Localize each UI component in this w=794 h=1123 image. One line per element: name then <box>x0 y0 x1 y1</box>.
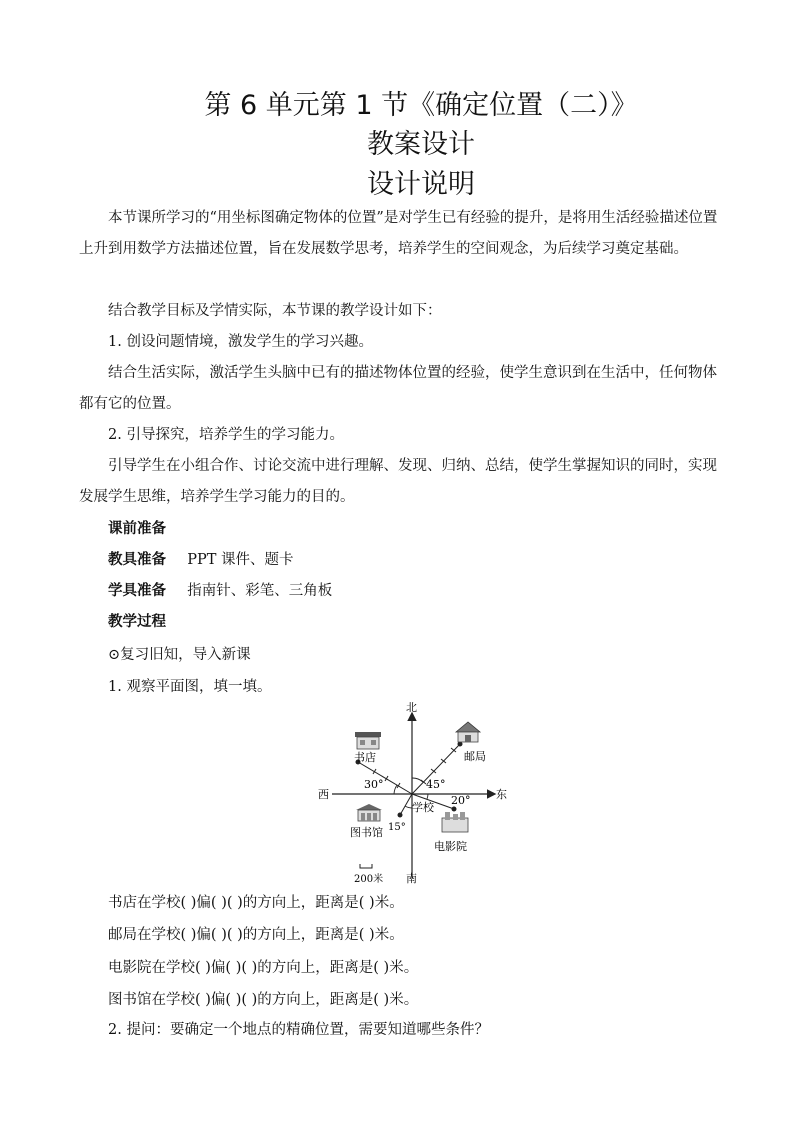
process-heading: 教学过程 <box>108 614 166 630</box>
point-2-heading: 2. 引导探究，培养学生的学习能力。 <box>108 427 344 443</box>
student-prep <box>108 576 718 607</box>
task-1: 1. 观察平面图，填一填。 <box>108 679 272 695</box>
angle-cinema: 20° <box>451 794 471 807</box>
subtitle-design-notes: 设计说明 <box>367 169 475 200</box>
point-1-text: 结合生活实际，激活学生头脑中已有的描述物体位置的经验，使学生意识到在生活中，任何物体都有它的位置。 <box>79 365 717 412</box>
fill-line-cinema: 电影院在学校( )偏( )( )的方向上，距离是( )米。 <box>108 960 419 976</box>
prep-heading: 课前准备 <box>108 521 166 537</box>
teacher-prep-value: PPT 课件、题卡 <box>187 552 294 568</box>
scale-bar <box>360 864 372 868</box>
library-label: 图书馆 <box>350 826 383 839</box>
bookstore-icon <box>355 732 381 749</box>
library-icon <box>356 804 382 821</box>
design-lead: 结合教学目标及学情实际，本节课的教学设计如下： <box>108 303 442 319</box>
task-2: 2. 提问：要确定一个地点的精确位置，需要知道哪些条件？ <box>108 1022 489 1038</box>
review-heading: ⊙复习旧知，导入新课 <box>108 647 251 663</box>
school-label: 学校 <box>412 801 434 814</box>
arc-cinema <box>427 794 428 799</box>
post-office-label: 邮局 <box>464 750 486 763</box>
arc-library <box>405 806 412 808</box>
lesson-title: 第 6 单元第 1 节《确定位置（二）》 <box>204 90 638 121</box>
point-2-text: 引导学生在小组合作、讨论交流中进行理解、发现、归纳、总结，使学生掌握知识的同时，实现发展学生思维，培养学生学习能力的目的。 <box>79 458 717 505</box>
student-prep-label: 学具准备 <box>108 583 166 599</box>
ray-library <box>400 794 412 815</box>
east-label: 东 <box>496 788 507 801</box>
teacher-prep-label: 教具准备 <box>108 552 166 568</box>
south-label: 南 <box>406 872 417 885</box>
library-point <box>398 813 403 818</box>
intro-paragraph: 本节课所学习的“用坐标图确定物体的位置”是对学生已有经验的提升，是将用生活经验描述位置上升到用数学方法描述位置，旨在发展数学思考，培养学生的空间观念，为后续学习奠定基础。 <box>79 210 718 257</box>
angle-library: 15° <box>388 822 406 833</box>
subtitle-lesson-plan: 教案设计 <box>367 129 475 160</box>
fill-line-post-office: 邮局在学校( )偏( )( )的方向上，距离是( )米。 <box>108 927 404 943</box>
angle-post: 45° <box>426 778 446 791</box>
fill-line-library: 图书馆在学校( )偏( )( )的方向上，距离是( )米。 <box>108 992 419 1008</box>
arc-bookstore <box>394 785 397 794</box>
bookstore-label: 书店 <box>354 751 376 764</box>
scale-label: 200米 <box>354 874 384 885</box>
point-1-heading: 1. 创设问题情境，激发学生的学习兴趣。 <box>108 334 373 350</box>
angle-bookstore: 30° <box>364 778 384 791</box>
cinema-icon <box>442 812 468 832</box>
position-map <box>314 698 514 888</box>
teacher-prep <box>108 545 718 576</box>
west-label: 西 <box>318 788 329 801</box>
north-label: 北 <box>406 701 417 714</box>
cinema-label: 电影院 <box>434 840 467 853</box>
student-prep-value: 指南针、彩笔、三角板 <box>187 583 333 599</box>
post-office-icon <box>456 722 480 742</box>
cinema-point <box>452 807 457 812</box>
fill-line-bookstore: 书店在学校( )偏( )( )的方向上，距离是( )米。 <box>108 895 404 911</box>
